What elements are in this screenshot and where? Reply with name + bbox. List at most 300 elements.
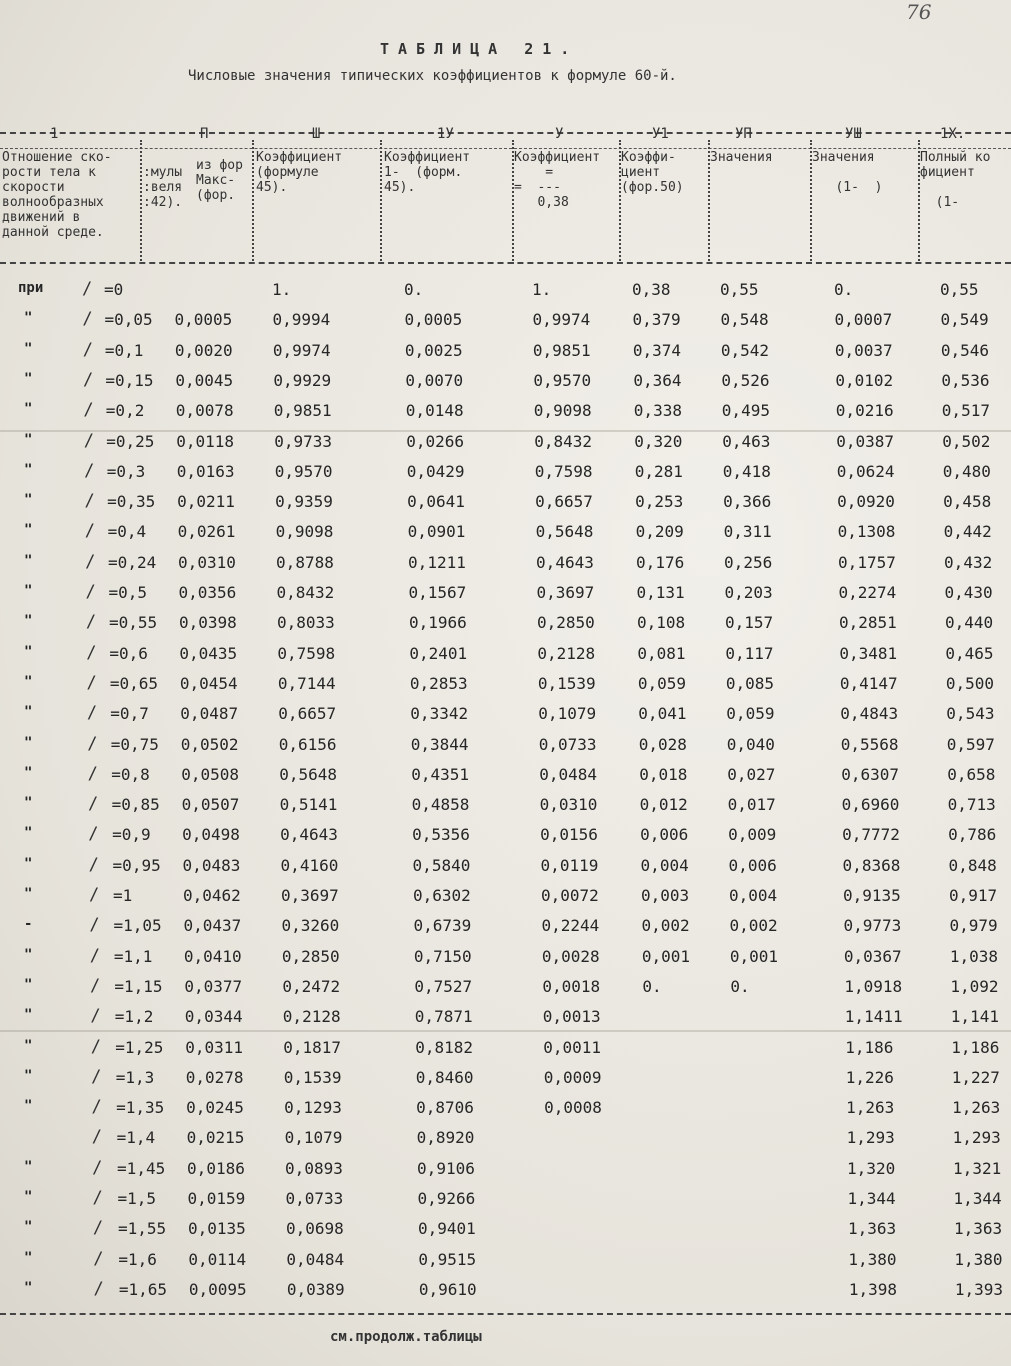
col-7-value: 0,256: [724, 552, 773, 572]
row-prefix: ": [24, 431, 33, 448]
slash-mark: /: [82, 339, 93, 360]
column-header-5: Коэффициент = = --- 0,38: [514, 150, 601, 210]
col-8-value: 1,0918: [844, 976, 903, 996]
column-number-3: Ш: [312, 126, 321, 142]
row-prefix: ": [24, 1249, 33, 1266]
col-9-value: 1,186: [951, 1037, 1000, 1057]
ratio-value: =0,65: [109, 673, 159, 693]
col-2-value: 0,0410: [183, 946, 242, 966]
page-number: 76: [906, 0, 932, 24]
row-prefix: ": [24, 734, 33, 751]
column-divider: [252, 140, 254, 264]
row-prefix: ": [24, 764, 33, 781]
ratio-value: =0,7: [110, 704, 149, 724]
col-8-value: 0,0387: [836, 431, 895, 451]
col-7-value: 0,117: [725, 643, 774, 663]
col-3-value: 0,0484: [286, 1249, 345, 1269]
col-8-value: 1,344: [847, 1189, 896, 1208]
col-2-value: 0,0483: [182, 855, 241, 875]
row-prefix: ": [24, 552, 33, 569]
col-8-value: 0,1757: [838, 552, 896, 572]
col-7-value: 0,085: [725, 673, 775, 693]
col-5-value: 0,0310: [539, 795, 598, 815]
col-8-value: 1,380: [848, 1249, 897, 1269]
col-9-value: 0,597: [946, 734, 995, 754]
col-9-value: 0,917: [949, 886, 998, 905]
ratio-value: =0,9: [112, 825, 151, 845]
col-6-value: 0,006: [640, 825, 689, 845]
col-2-value: 0,0020: [174, 340, 233, 360]
col-6-value: 0,364: [633, 370, 682, 390]
col-9-value: 0,502: [942, 431, 991, 451]
col-7-value: 0,009: [728, 825, 777, 845]
col-5-value: 0,0028: [541, 946, 600, 966]
col-3-value: 0,8033: [276, 613, 335, 633]
ratio-value: =1,2: [114, 1007, 154, 1027]
col-6-value: 0,176: [636, 552, 685, 572]
column-number-6: У1: [652, 126, 669, 142]
ratio-value: =0,5: [108, 583, 148, 602]
ratio-value: =0,75: [110, 734, 159, 754]
table-subtitle: Числовые значения типических коэффициентов к формуле 60-й.: [188, 68, 677, 84]
col-2-value: 0,0311: [185, 1037, 244, 1057]
col-8-value: 0,0037: [834, 340, 893, 360]
slash-mark: /: [85, 612, 97, 633]
column-header-9: Полный ко фициент (1-: [920, 150, 991, 210]
slash-mark: /: [92, 1157, 103, 1178]
col-8-value: 0,6960: [841, 795, 900, 815]
col-9-value: 1,092: [950, 976, 999, 996]
row-prefix: ": [24, 310, 33, 327]
col-3-value: 0,2472: [282, 976, 341, 996]
column-divider: [140, 140, 142, 264]
col-3-value: 0,3697: [281, 886, 339, 905]
col-6-value: 0,338: [633, 401, 682, 421]
col-4-value: 0,8182: [415, 1037, 474, 1057]
col-6-value: 0,374: [632, 340, 682, 360]
col-4-value: 0,0266: [406, 431, 465, 451]
col-4-value: 0,6302: [413, 886, 471, 905]
slash-mark: /: [92, 1188, 103, 1208]
col-4-value: 0,3844: [410, 734, 469, 754]
row-prefix: ": [24, 673, 33, 690]
col-9-value: 1,263: [952, 1098, 1001, 1118]
col-9-value: 0,55: [940, 280, 979, 299]
col-3-value: 0,0389: [286, 1279, 345, 1299]
ratio-value: =1,45: [117, 1158, 166, 1178]
col-9-value: 0,543: [946, 704, 995, 724]
col-7-value: 0,311: [723, 522, 772, 542]
slash-mark: /: [88, 854, 99, 875]
col-5-value: 0,0072: [541, 886, 599, 905]
col-5-value: 0,0119: [540, 855, 599, 875]
row-prefix: ": [24, 795, 33, 812]
col-8-value: 0,0920: [837, 492, 895, 512]
col-7-value: 0,040: [726, 734, 775, 754]
col-5-value: 0,2244: [541, 916, 600, 936]
col-6-value: 0,081: [637, 643, 686, 663]
col-7-value: 0,463: [722, 431, 771, 451]
col-8-value: 0,4147: [839, 673, 898, 693]
col-2-value: 0,0078: [175, 401, 234, 421]
col-7-value: 0,006: [728, 855, 777, 875]
col-7-value: 0,418: [722, 461, 771, 481]
col-2-value: 0,0356: [178, 583, 237, 602]
col-3-value: 0,9994: [272, 310, 331, 330]
col-4-value: 0,3342: [410, 704, 469, 724]
col-5-value: 0,9851: [532, 340, 591, 360]
col-5-value: 0,9974: [532, 310, 591, 330]
slash-mark: /: [84, 460, 95, 481]
column-header-1: Отношение ско- рости тела к скорости волнообразных движений в данной среде.: [2, 150, 112, 240]
column-number-9: 1Х.: [940, 126, 966, 142]
slash-mark: /: [85, 582, 96, 602]
col-9-value: 0,536: [941, 370, 990, 390]
col-4-value: 0.: [404, 280, 424, 299]
col-2-value: 0,0507: [181, 795, 240, 815]
col-8-value: 0,6307: [841, 764, 899, 784]
col-8-value: 0,2851: [838, 613, 897, 633]
col-9-value: 0,786: [948, 825, 997, 845]
col-7-value: 0,366: [723, 492, 772, 512]
col-2-value: 0,0344: [184, 1007, 243, 1027]
ratio-value: =1,4: [116, 1128, 156, 1148]
col-7-value: 0,548: [720, 310, 769, 330]
col-3-value: 0,1539: [283, 1067, 342, 1087]
col-6-value: 0,059: [637, 673, 687, 693]
col-4-value: 0,0901: [407, 522, 466, 542]
column-header-6: Коэффи- циент (фор.50): [621, 150, 684, 195]
col-9-value: 0,979: [949, 916, 998, 936]
header-number-rule: [0, 148, 1011, 149]
row-prefix: ": [24, 946, 33, 963]
col-6-value: 0,003: [641, 886, 690, 905]
col-5-value: 0,0013: [542, 1007, 601, 1027]
col-5-value: 0,0484: [539, 764, 597, 784]
col-3-value: 0,9098: [275, 522, 334, 542]
col-5-value: 0,4643: [536, 552, 594, 572]
col-8-value: 0,0367: [843, 946, 902, 966]
slash-mark: /: [83, 369, 94, 390]
col-4-value: 0,5356: [412, 825, 470, 845]
col-5-value: 0,2850: [536, 613, 595, 633]
slash-mark: /: [86, 672, 97, 693]
col-7-value: 0,542: [720, 340, 770, 360]
col-2-value: 0,0454: [179, 673, 238, 693]
col-8-value: 0,0007: [834, 310, 893, 330]
slash-mark: /: [89, 915, 100, 936]
col-5-value: 0,0018: [542, 976, 601, 996]
col-8-value: 0,9773: [843, 916, 902, 936]
col-3-value: 0,1817: [283, 1037, 342, 1057]
row-prefix: ": [24, 1189, 33, 1205]
slash-mark: /: [83, 430, 94, 451]
column-number-2: П: [200, 126, 209, 142]
col-5-value: 0,0011: [543, 1037, 602, 1057]
ratio-value: =0,8: [111, 764, 150, 784]
col-7-value: 0,203: [724, 583, 773, 602]
col-4-value: 0,0148: [405, 401, 464, 421]
row-prefix: ": [24, 1037, 33, 1054]
col-2-value: 0,0498: [182, 825, 240, 845]
col-8-value: 0,7772: [842, 825, 900, 845]
row-prefix: при: [18, 280, 44, 296]
col-7-value: 0.: [730, 976, 750, 996]
col-6-value: 0,38: [632, 280, 671, 299]
row-prefix: ": [24, 886, 33, 902]
ratio-value: =1,3: [115, 1067, 155, 1087]
col-4-value: 0,5840: [412, 855, 471, 875]
col-8-value: 1,398: [848, 1279, 898, 1299]
col-4-value: 0,9266: [417, 1189, 476, 1208]
slash-mark: /: [90, 975, 101, 996]
col-2-value: 0,0095: [188, 1279, 247, 1299]
slash-mark: /: [89, 885, 100, 905]
ratio-value: =0,1: [104, 340, 144, 360]
column-number-8: УШ: [845, 126, 862, 142]
col-4-value: 0,1567: [408, 583, 467, 602]
col-4-value: 0,0070: [405, 370, 464, 390]
slash-mark: /: [90, 1006, 101, 1027]
col-2-value: 0,0261: [177, 522, 236, 542]
col-3-value: 0,6156: [278, 734, 337, 754]
col-6-value: 0,281: [634, 461, 683, 481]
col-9-value: 1,321: [953, 1158, 1002, 1178]
col-8-value: 1,186: [845, 1037, 894, 1057]
ratio-value: =1,65: [118, 1279, 168, 1299]
ratio-value: =1,55: [117, 1219, 167, 1239]
col-6-value: 0,001: [641, 946, 691, 966]
row-prefix: ": [24, 370, 33, 387]
ratio-value: =0,2: [105, 401, 145, 421]
col-3-value: 0,9851: [273, 401, 332, 421]
ratio-value: =1,1: [113, 946, 153, 966]
col-8-value: 1,226: [845, 1067, 894, 1087]
col-2-value: 0,0186: [187, 1158, 245, 1178]
col-3-value: 0,7598: [277, 643, 336, 663]
col-5-value: 0,0009: [543, 1067, 602, 1087]
col-2-value: 0,0502: [180, 734, 239, 754]
column-number-1: 1: [50, 126, 59, 142]
col-5-value: 0,8432: [534, 431, 593, 451]
slash-mark: /: [92, 1218, 104, 1239]
col-5-value: 0,1539: [537, 673, 596, 693]
col-8-value: 0,5568: [840, 734, 899, 754]
col-8-value: 0,1308: [837, 522, 896, 542]
col-3-value: 0,2128: [282, 1007, 341, 1027]
col-6-value: 0,004: [640, 855, 689, 875]
col-9-value: 0,500: [945, 673, 995, 693]
col-6-value: 0,320: [634, 431, 683, 451]
col-2-value: 0,0278: [185, 1067, 244, 1087]
col-4-value: 0,9610: [418, 1279, 477, 1299]
col-7-value: 0,157: [724, 613, 774, 633]
col-2-value: 0,0462: [183, 886, 241, 905]
col-5-value: 0,9098: [533, 401, 592, 421]
col-2-value: 0,0135: [187, 1219, 246, 1239]
slash-mark: /: [91, 1097, 102, 1118]
slash-mark: /: [82, 309, 93, 330]
column-header-7: Значения: [710, 150, 773, 165]
row-prefix: ": [24, 643, 33, 660]
col-2-value: 0,0487: [180, 704, 239, 724]
row-prefix: ": [24, 1007, 33, 1024]
col-2-value: 0,0245: [186, 1098, 244, 1118]
ratio-value: =0,24: [108, 552, 157, 572]
ratio-value: =0,85: [111, 795, 160, 815]
col-3-value: 1.: [272, 280, 292, 299]
col-7-value: 0,059: [726, 704, 775, 724]
col-8-value: 0,4843: [840, 704, 899, 724]
col-8-value: 1,1411: [844, 1007, 903, 1027]
ratio-value: =0,55: [108, 613, 158, 633]
slash-mark: /: [89, 945, 100, 966]
col-3-value: 0,1079: [284, 1128, 343, 1148]
col-8-value: 0,0624: [836, 461, 895, 481]
col-3-value: 0,8432: [276, 583, 335, 602]
slash-mark: /: [90, 1036, 101, 1057]
col-3-value: 0,0893: [285, 1158, 343, 1178]
column-number-5: У: [555, 126, 564, 142]
col-4-value: 0,6739: [413, 916, 472, 936]
col-7-value: 0,55: [720, 280, 759, 299]
col-5-value: 0,3697: [536, 583, 595, 602]
col-4-value: 0,4351: [411, 764, 469, 784]
col-8-value: 0,0102: [835, 370, 894, 390]
col-5-value: 0,2128: [537, 643, 596, 663]
col-5-value: 0,0156: [540, 825, 598, 845]
col-4-value: 0,0641: [407, 492, 465, 512]
row-prefix: ": [24, 522, 33, 539]
row-prefix: ": [24, 613, 33, 630]
col-9-value: 1,141: [950, 1007, 999, 1027]
col-2-value: 0,0118: [176, 431, 235, 451]
row-prefix: ": [24, 461, 33, 478]
ratio-value: =0,6: [109, 643, 148, 663]
col-2-value: 0,0163: [176, 461, 235, 481]
col-4-value: 0,0005: [404, 310, 463, 330]
col-3-value: 0,9929: [273, 370, 332, 390]
row-prefix: ": [24, 1158, 33, 1175]
ratio-value: =0,3: [106, 461, 146, 481]
col-4-value: 0,7527: [414, 976, 473, 996]
col-8-value: 0,8368: [842, 855, 901, 875]
col-8-value: 0,3481: [839, 643, 898, 663]
col-4-value: 0,8460: [415, 1067, 474, 1087]
row-prefix: ": [24, 1219, 33, 1236]
slash-mark: /: [83, 400, 94, 421]
row-prefix: ": [24, 401, 33, 418]
col-9-value: 1,038: [949, 946, 999, 966]
col-2-value: 0,0437: [183, 916, 242, 936]
col-6-value: 0,379: [632, 310, 681, 330]
slash-mark: /: [84, 521, 96, 542]
col-6-value: 0,041: [638, 704, 687, 724]
column-header-4: Коэффициент 1- (форм. 45).: [384, 150, 471, 195]
ratio-value: =0: [104, 280, 124, 299]
row-prefix: -: [24, 916, 33, 933]
col-4-value: 0,0025: [404, 340, 463, 360]
col-9-value: 0,442: [943, 522, 992, 542]
ratio-value: =1,25: [115, 1037, 164, 1057]
col-5-value: 0,1079: [538, 704, 597, 724]
col-3-value: 0,9359: [275, 492, 333, 512]
row-prefix: ": [24, 825, 33, 842]
col-2-value: 0,0435: [179, 643, 238, 663]
col-4-value: 0,7150: [413, 946, 472, 966]
col-6-value: 0,131: [636, 583, 685, 602]
slash-mark: /: [85, 551, 96, 572]
ratio-value: =0,4: [107, 522, 147, 542]
col-3-value: 0,7144: [277, 673, 336, 693]
col-9-value: 0,430: [944, 583, 993, 602]
col-7-value: 0,495: [721, 401, 770, 421]
col-3-value: 0,8788: [276, 552, 334, 572]
col-4-value: 0,9401: [417, 1219, 476, 1239]
col-4-value: 0,1211: [408, 552, 466, 572]
col-3-value: 0,5648: [279, 764, 337, 784]
col-4-value: 0,0429: [406, 461, 465, 481]
row-prefix: ": [24, 1067, 33, 1084]
row-prefix: ": [24, 340, 33, 357]
col-6-value: 0,002: [641, 916, 690, 936]
page-fold: [0, 1030, 1011, 1032]
table-title: ТАБЛИЦА 21.: [380, 40, 579, 58]
col-6-value: 0,209: [635, 522, 684, 542]
col-5-value: 0,0733: [538, 734, 597, 754]
col-4-value: 0,7871: [414, 1007, 473, 1027]
col-2-value: 0,0508: [181, 764, 239, 784]
col-2-value: 0,0215: [186, 1128, 245, 1148]
col-9-value: 1,363: [953, 1219, 1003, 1239]
col-8-value: 1,293: [846, 1128, 895, 1148]
col-2-value: 0,0159: [187, 1189, 246, 1208]
col-8-value: 0.: [834, 280, 854, 299]
row-prefix: ": [24, 976, 33, 993]
col-9-value: 0,848: [948, 855, 997, 875]
col-7-value: 0,526: [721, 370, 770, 390]
col-8-value: 1,320: [847, 1158, 896, 1178]
col-9-value: 1,344: [953, 1189, 1002, 1208]
col-6-value: 0,108: [636, 613, 686, 633]
slash-mark: /: [86, 642, 97, 663]
col-8-value: 1,263: [846, 1098, 895, 1118]
col-3-value: 0,4643: [280, 825, 338, 845]
slash-mark: /: [82, 279, 93, 299]
col-5-value: 0,7598: [534, 461, 593, 481]
col-2-value: 0,0045: [175, 370, 234, 390]
col-2-value: 0,0211: [177, 492, 235, 512]
column-header-3: Коэффициент (формуле 45).: [256, 150, 343, 195]
col-5-value: 1.: [532, 280, 552, 299]
slash-mark: /: [93, 1248, 104, 1269]
col-3-value: 0,2850: [281, 946, 340, 966]
slash-mark: /: [87, 733, 98, 754]
col-9-value: 0,465: [945, 643, 994, 663]
column-header-2: :мулы :веля :42).: [143, 165, 183, 210]
col-5-value: 0,5648: [535, 522, 594, 542]
col-4-value: 0,1966: [408, 613, 467, 633]
col-6-value: 0,028: [638, 734, 687, 754]
col-7-value: 0,027: [727, 764, 776, 784]
column-divider: [380, 140, 382, 264]
col-7-value: 0,002: [729, 916, 778, 936]
row-prefix: ": [24, 583, 33, 599]
col-3-value: 0,9570: [274, 461, 333, 481]
col-8-value: 0,9135: [843, 886, 901, 905]
col-3-value: 0,0733: [285, 1189, 344, 1208]
col-3-value: 0,9974: [272, 340, 331, 360]
